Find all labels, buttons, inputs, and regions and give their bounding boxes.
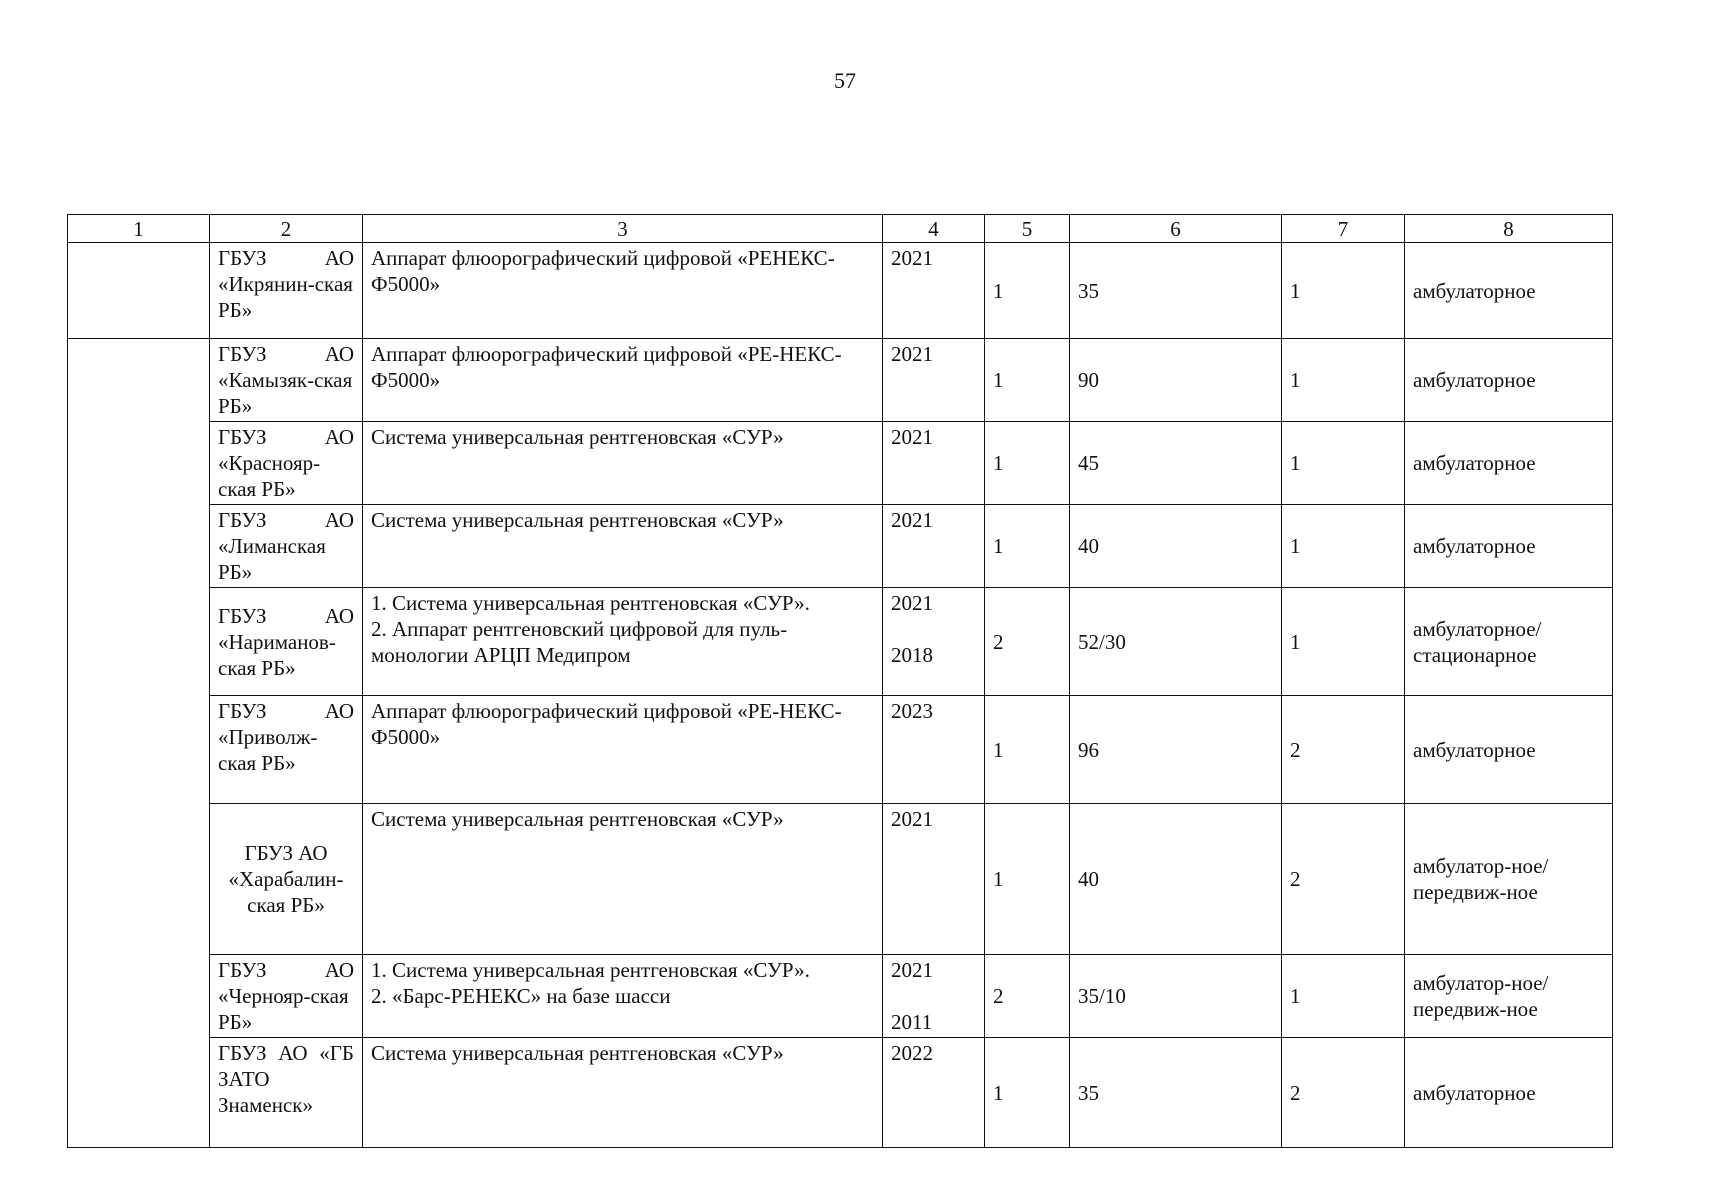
value-cell: 40 xyxy=(1070,804,1282,955)
column-header: 8 xyxy=(1405,215,1613,243)
mode-cell: амбулатор-ное/передвиж-ное xyxy=(1405,955,1613,1038)
year-line: 2021 xyxy=(891,958,933,982)
org-cell: ГБУЗ АО «Харабалин-ская РБ» xyxy=(210,804,363,955)
col7-cell: 1 xyxy=(1282,243,1405,339)
count-cell: 1 xyxy=(985,1038,1070,1148)
table-row xyxy=(68,696,1613,804)
col7-cell: 2 xyxy=(1282,1038,1405,1148)
column-header: 2 xyxy=(210,215,363,243)
org-cell: ГБУЗ АО «Икрянин-ская РБ» xyxy=(210,243,363,339)
value-cell: 52/30 xyxy=(1070,588,1282,696)
mode-cell: амбулаторное xyxy=(1405,505,1613,588)
table-row xyxy=(68,955,1613,1038)
value-cell: 45 xyxy=(1070,422,1282,505)
equipment-cell: Система универсальная рентгеновская «СУР» xyxy=(363,804,883,955)
equipment-cell xyxy=(363,588,883,696)
table-row xyxy=(68,588,1613,696)
mode-cell: амбулаторное xyxy=(1405,696,1613,804)
org-cell: ГБУЗ АО «Приволж-ская РБ» xyxy=(210,696,363,804)
equipment-line: 1. Система универсальная рентгеновская «СУР». xyxy=(371,958,810,982)
equipment-cell: Система универсальная рентгеновская «СУР» xyxy=(363,505,883,588)
org-cell: ГБУЗ АО «Чернояр-ская РБ» xyxy=(210,955,363,1038)
table-row xyxy=(68,422,1613,505)
year-cell: 2021 xyxy=(883,339,985,422)
org-cell: ГБУЗ АО «ГБ ЗАТО Знаменск» xyxy=(210,1038,363,1148)
equipment-cell xyxy=(363,955,883,1038)
count-cell: 1 xyxy=(985,422,1070,505)
count-cell: 2 xyxy=(985,588,1070,696)
equipment-cell: Система универсальная рентгеновская «СУР» xyxy=(363,422,883,505)
count-cell: 2 xyxy=(985,955,1070,1038)
column-header: 6 xyxy=(1070,215,1282,243)
mode-cell: амбулаторное xyxy=(1405,422,1613,505)
col7-cell: 1 xyxy=(1282,339,1405,422)
year-cell xyxy=(883,955,985,1038)
table-row xyxy=(68,1038,1613,1148)
value-cell: 40 xyxy=(1070,505,1282,588)
org-cell: ГБУЗ АО «Краснояр-ская РБ» xyxy=(210,422,363,505)
count-cell: 1 xyxy=(985,505,1070,588)
value-cell: 35 xyxy=(1070,243,1282,339)
mode-cell: амбулаторное/ стационарное xyxy=(1405,588,1613,696)
count-cell: 1 xyxy=(985,339,1070,422)
column-header: 4 xyxy=(883,215,985,243)
mode-cell: амбулатор-ное/передвиж-ное xyxy=(1405,804,1613,955)
col7-cell: 2 xyxy=(1282,696,1405,804)
col1-cell xyxy=(68,243,210,339)
org-cell: ГБУЗ АО «Лиманская РБ» xyxy=(210,505,363,588)
count-cell: 1 xyxy=(985,243,1070,339)
equipment-cell: Аппарат флюорографический цифровой «РЕНЕКС- Ф5000» xyxy=(363,243,883,339)
value-cell: 90 xyxy=(1070,339,1282,422)
mode-cell: амбулаторное xyxy=(1405,339,1613,422)
equipment-cell: Аппарат флюорографический цифровой «РЕ-НЕКС- Ф5000» xyxy=(363,696,883,804)
year-line: 2011 xyxy=(891,1010,933,1034)
year-line: 2018 xyxy=(891,643,933,667)
page-number: 57 xyxy=(834,68,856,93)
col7-cell: 2 xyxy=(1282,804,1405,955)
column-header: 5 xyxy=(985,215,1070,243)
equipment-line: 2. «Барс-РЕНЕКС» на базе шасси xyxy=(371,984,671,1008)
header-row xyxy=(68,215,1613,243)
equipment-cell: Система универсальная рентгеновская «СУР» xyxy=(363,1038,883,1148)
org-cell: ГБУЗ АО «Нариманов-ская РБ» xyxy=(210,588,363,696)
table-row xyxy=(68,243,1613,339)
table-row xyxy=(68,804,1613,955)
col7-cell: 1 xyxy=(1282,955,1405,1038)
col7-cell: 1 xyxy=(1282,588,1405,696)
column-header: 3 xyxy=(363,215,883,243)
mode-cell: амбулаторное xyxy=(1405,1038,1613,1148)
value-cell: 96 xyxy=(1070,696,1282,804)
equipment-table xyxy=(67,214,1613,1148)
value-cell: 35/10 xyxy=(1070,955,1282,1038)
org-cell: ГБУЗ АО «Камызяк-ская РБ» xyxy=(210,339,363,422)
equipment-line: 2. Аппарат рентгеновский цифровой для пуль-монологии АРЦП Медипром xyxy=(371,617,788,667)
mode-cell: амбулаторное xyxy=(1405,243,1613,339)
value-cell: 35 xyxy=(1070,1038,1282,1148)
count-cell: 1 xyxy=(985,696,1070,804)
col7-cell: 1 xyxy=(1282,422,1405,505)
column-header: 7 xyxy=(1282,215,1405,243)
column-header: 1 xyxy=(68,215,210,243)
count-cell: 1 xyxy=(985,804,1070,955)
year-cell: 2021 xyxy=(883,243,985,339)
col1-merged-cell xyxy=(68,339,210,1148)
year-cell: 2021 xyxy=(883,804,985,955)
year-line: 2021 xyxy=(891,591,933,615)
year-cell: 2023 xyxy=(883,696,985,804)
year-cell: 2022 xyxy=(883,1038,985,1148)
equipment-cell: Аппарат флюорографический цифровой «РЕ-НЕКС- Ф5000» xyxy=(363,339,883,422)
equipment-line: 1. Система универсальная рентгеновская «СУР». xyxy=(371,591,810,615)
table-row xyxy=(68,339,1613,422)
table-row xyxy=(68,505,1613,588)
year-cell: 2021 xyxy=(883,505,985,588)
year-cell xyxy=(883,588,985,696)
col7-cell: 1 xyxy=(1282,505,1405,588)
year-cell: 2021 xyxy=(883,422,985,505)
